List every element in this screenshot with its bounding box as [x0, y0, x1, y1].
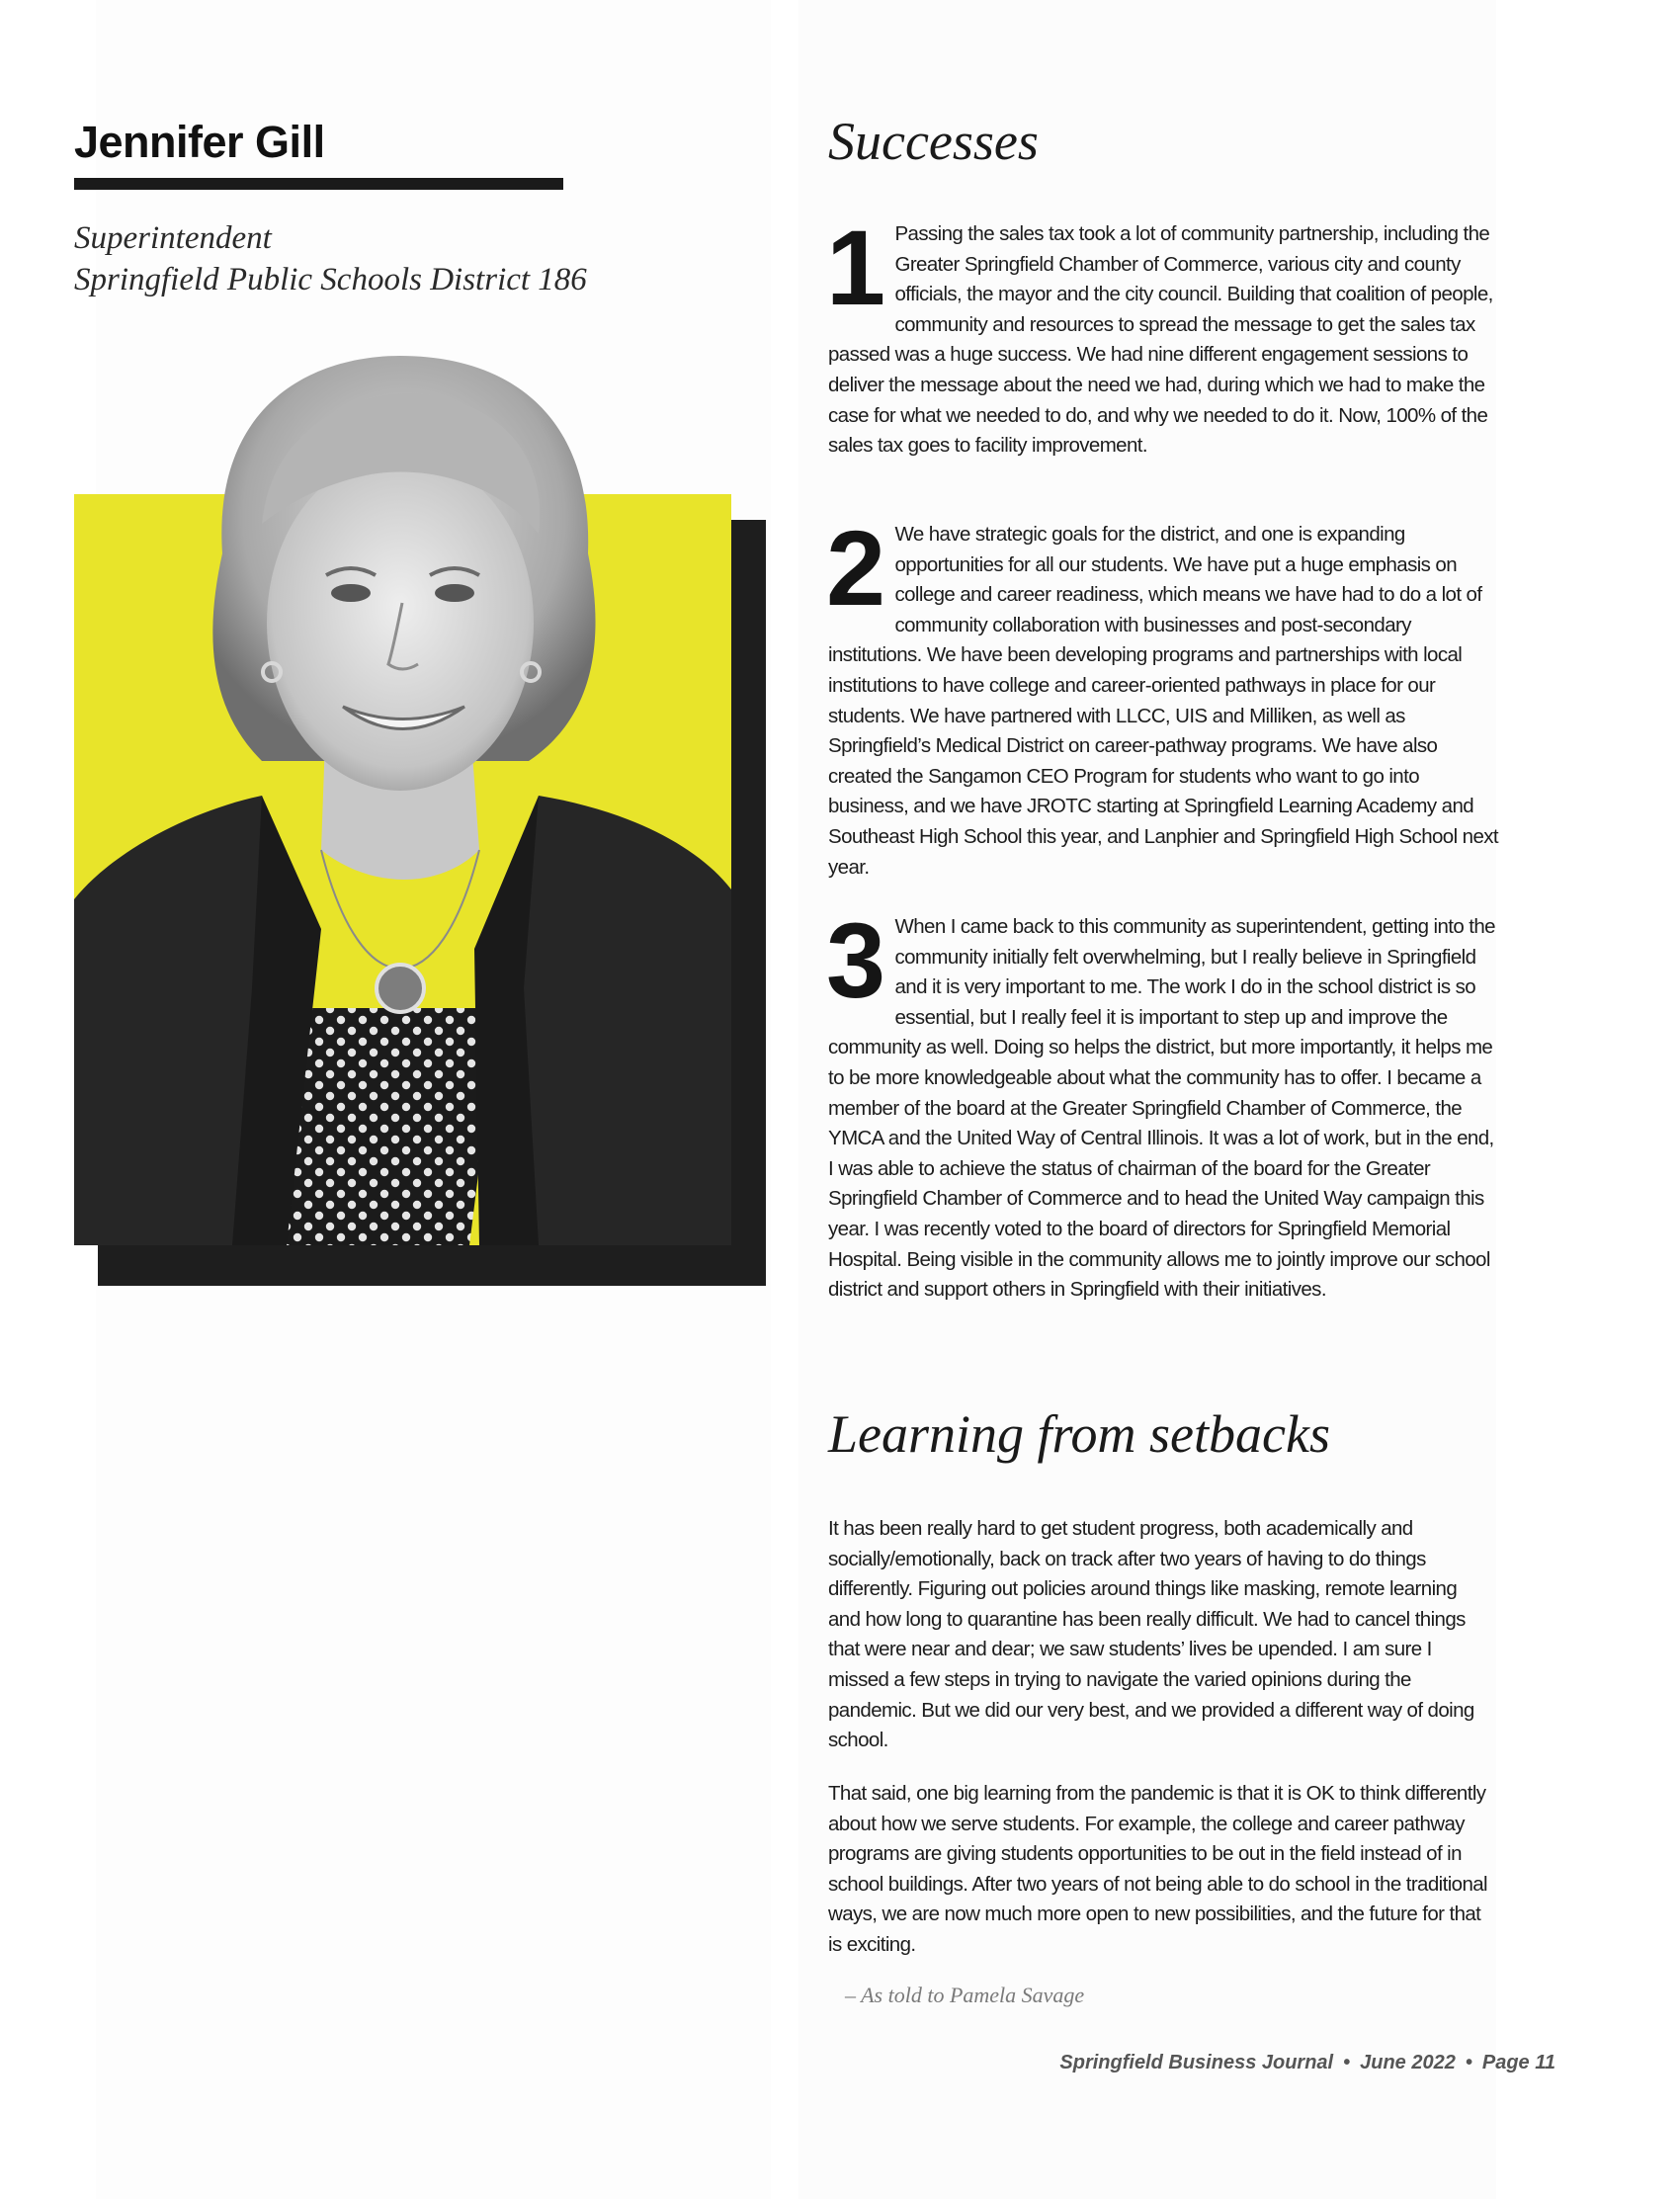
profile-organization: Springfield Public Schools District 186: [74, 262, 587, 297]
page-footer: [1059, 2052, 1555, 2074]
dropcap-number: 2: [826, 508, 885, 628]
footer-separator: •: [1465, 2052, 1472, 2073]
footer-separator: •: [1343, 2052, 1351, 2073]
profile-role: [74, 217, 667, 300]
setbacks-paragraph-2: That said, one big learning from the pandemic is that it is OK to think differently about how we serve students. For example, the college and career pathway programs are giving students opportunities to be out in the field instead of in school buildings. After two years of not being able to do school in the traditional ways, we are now much more open to new possibilities, and the future for that is exciting.: [828, 1782, 1488, 1956]
success-item-1: [826, 208, 1500, 462]
success-item-text: When I came back to this community as superintendent, getting into the community initially felt overwhelming, but I really believe in Springfield and it is very important to me. The work I do in the school district is so essential, but I really feel it is important to step up and improve the community as well. Doing so helps the district, but more importantly, it helps me to be more knowledgeable about what the community has to offer. I became a member of the board at the Greater Springfield Chamber of Commerce, the YMCA and the United Way of Central Illinois. It was a lot of work, but in the end, I was able to achieve the status of chairman of the board for the Greater Springfield Chamber of Commerce and to head the United Way campaign this year. I was recently voted to the board of directors for Springfield Memorial Hospital. Being visible in the community allows me to jointly improve our school district and support others in Springfield with their initiatives.: [828, 915, 1495, 1302]
setbacks-heading: Learning from setbacks: [828, 1404, 1330, 1464]
footer-date: June 2022: [1360, 2052, 1456, 2073]
success-item-3: [826, 900, 1500, 1306]
name-underline-rule: [74, 178, 563, 190]
portrait-photo: [74, 296, 731, 1245]
dropcap-number: 3: [826, 900, 885, 1020]
successes-heading: Successes: [828, 112, 1039, 171]
setbacks-paragraph-1: It has been really hard to get student progress, both academically and socially/emotionally, back on track after two years of having to do things differently. Figuring out policies around things like masking, remote learning and how long to quarantine has been really difficult. We had to cancel things that were near and dear; we saw students’ lives be upended. I am sure I missed a few steps in trying to navigate the varied opinions during the pandemic. But we did our very best, and we provided a different way of doing school.: [828, 1517, 1474, 1752]
success-item-text: Passing the sales tax took a lot of community partnership, including the Greater Springfield Chamber of Commerce, various city and county officials, the mayor and the city council. Building that coalition of people, community and resources to spread the message to get the sales tax passed was a huge success. We had nine different engagement sessions to deliver the message about the need we had, during which we had to make the case for what we needed to do, and why we needed to do it. Now, 100% of the sales tax goes to facility improvement.: [828, 222, 1493, 458]
dropcap-number: 1: [826, 208, 885, 327]
profile-name: Jennifer Gill: [74, 117, 325, 167]
byline: – As told to Pamela Savage: [845, 1983, 1085, 2007]
profile-title: Superintendent: [74, 220, 272, 256]
footer-publication: Springfield Business Journal: [1059, 2052, 1334, 2073]
footer-page-number: Page 11: [1481, 2052, 1555, 2073]
success-item-text: We have strategic goals for the district, and one is expanding opportunities for all our students. We have put a huge emphasis on college and career readiness, which means we have had to do a lot of community collaboration with businesses and post-secondary institutions. We have been developing programs and partnerships with local institutions to have college and career-oriented pathways in place for our students. We have partnered with LLCC, UIS and Milliken, as well as Springfield’s Medical District on career-pathway programs. We have also created the Sangamon CEO Program for students who want to go into business, and we have JROTC starting at Springfield Learning Academy and Southeast High School this year, and Lanphier and Springfield High School next year.: [828, 523, 1499, 879]
success-item-2: [826, 508, 1500, 883]
